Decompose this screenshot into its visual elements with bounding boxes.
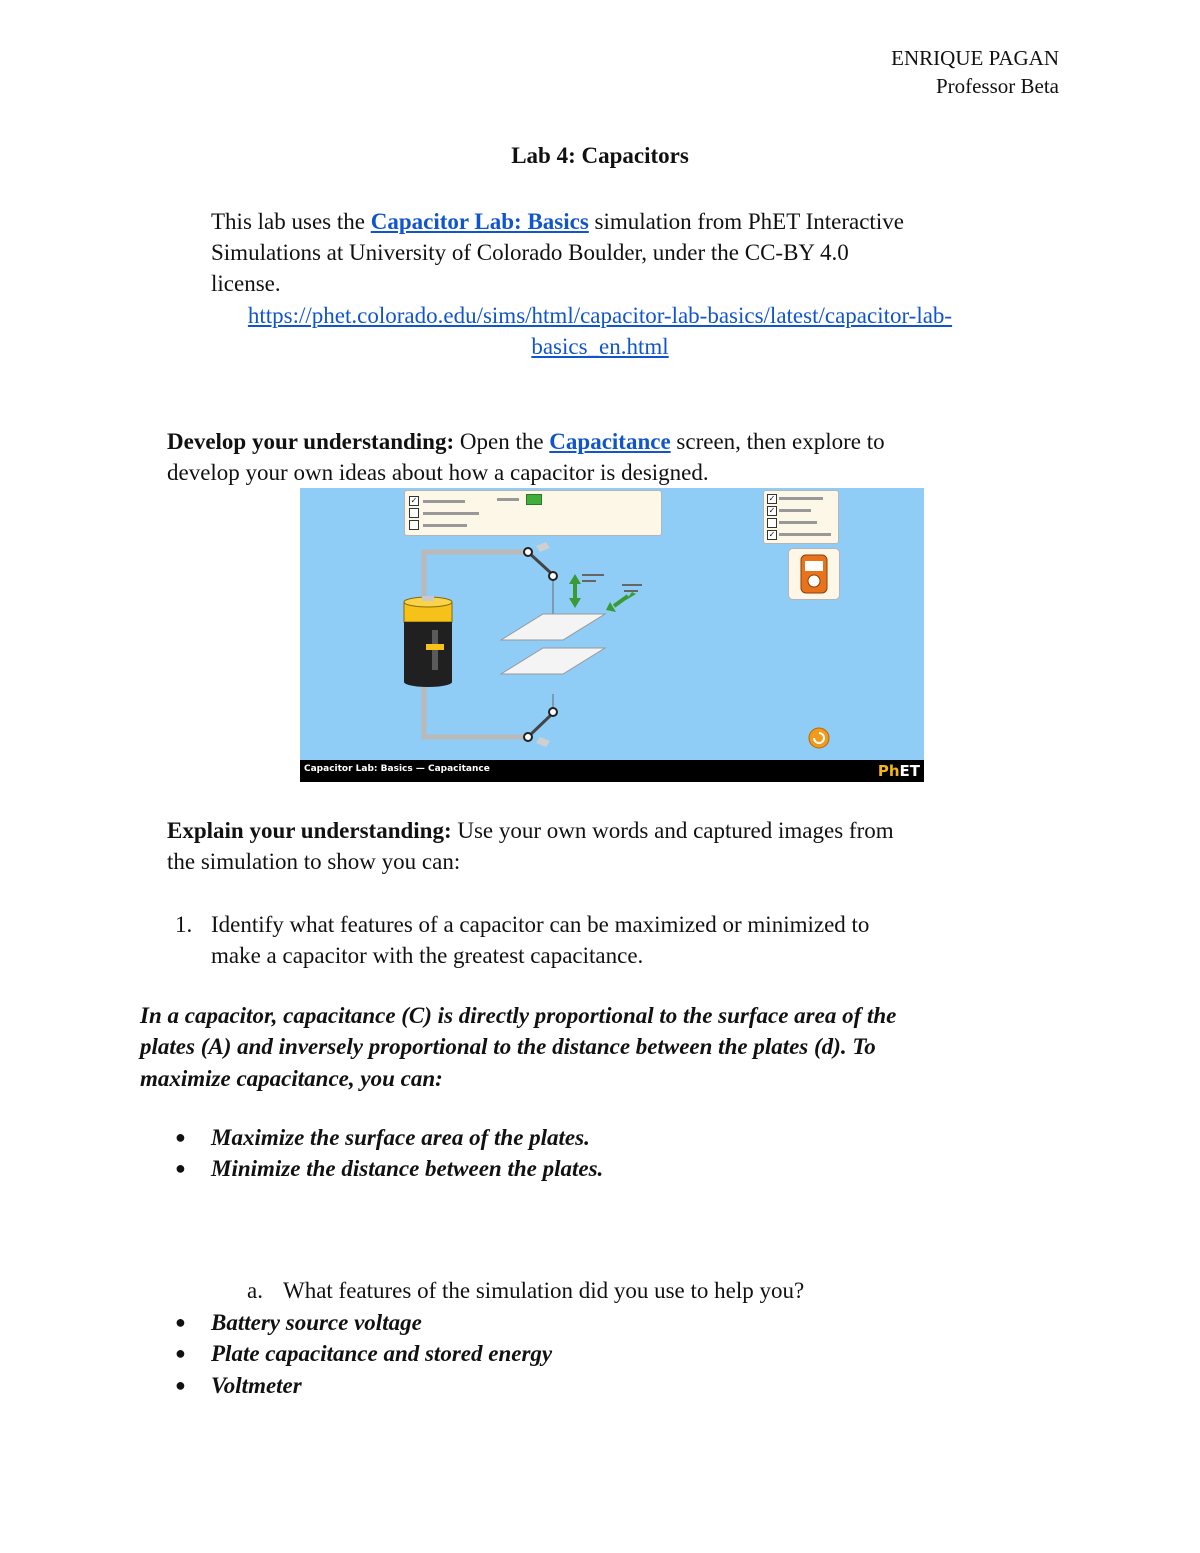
intro-line-1: This lab uses the Capacitor Lab: Basics simulation from PhET Interactive — [211, 209, 904, 234]
bullet-icon: ● — [175, 1127, 186, 1147]
top-plate — [501, 614, 605, 640]
capacitance-link[interactable]: Capacitance — [549, 429, 671, 454]
capacitor-lab-basics-link[interactable]: Capacitor Lab: Basics — [370, 209, 589, 234]
bottom-wire — [424, 680, 526, 737]
checkbox-checked-icon: ✓ — [768, 506, 776, 515]
plate-separation-arrow — [569, 574, 581, 608]
bullet-icon: ● — [175, 1375, 186, 1395]
explain-label: Explain your understanding: — [167, 818, 452, 843]
bullet-icon: ● — [175, 1312, 186, 1332]
page-title: Lab 4: Capacitors — [511, 143, 689, 168]
develop-line-1: Develop your understanding: Open the Capacitance screen, then explore to — [167, 429, 885, 454]
professor-name: Professor Beta — [935, 74, 1059, 98]
question-1-line-2: make a capacitor with the greatest capacitance. — [211, 943, 644, 968]
bottom-plate — [501, 648, 605, 674]
develop-label: Develop your understanding: — [167, 429, 455, 454]
url-line-1 — [0, 300, 1200, 332]
battery-icon — [404, 596, 452, 687]
develop-line-2: develop your own ideas about how a capacitor is designed. — [167, 460, 709, 485]
answer-1-line-2: plates (A) and inversely proportional to the distance between the plates (d). To — [140, 1034, 876, 1059]
question-1a-letter: a. — [247, 1278, 263, 1303]
answer-1-line-3: maximize capacitance, you can: — [140, 1066, 443, 1091]
phet-logo: PhET — [877, 762, 920, 780]
checkbox-checked-icon: ✓ — [410, 496, 418, 505]
intro-line-3: license. — [211, 271, 281, 296]
author-name: ENRIQUE PAGAN — [891, 46, 1059, 70]
intro-line-2: Simulations at University of Colorado Boulder, under the CC-BY 4.0 — [211, 240, 849, 265]
circuit-diagram — [300, 488, 924, 760]
question-1-number: 1. — [175, 912, 193, 937]
sim-footer-title: Capacitor Lab: Basics — Capacitance — [304, 764, 490, 774]
url-line-2 — [0, 331, 1200, 363]
simulation-screenshot — [300, 488, 924, 782]
phet-url-link[interactable]: https://phet.colorado.edu/sims/html/capacitor-lab-basics/latest/capacitor-lab- — [247, 303, 953, 328]
plate-area-arrow — [606, 592, 636, 612]
bullet-icon: ● — [175, 1343, 186, 1363]
bullet-icon: ● — [175, 1158, 186, 1178]
sim-footer — [300, 760, 924, 782]
question-1a-text: What features of the simulation did you use to help you? — [283, 1278, 805, 1303]
answer-1-line-1: In a capacitor, capacitance (C) is directly proportional to the surface area of the — [140, 1003, 897, 1028]
document-page: ENRIQUE PAGAN Professor Beta Lab 4: Capacitors This lab uses the Capacitor Lab: Basics simulation from PhET Interactive Simulations at University of Colorado Boulder, under the CC-BY 4.0 license. https://phet.colorado.edu/sims/html/capacitor-lab-basics/latest/capacitor-lab- basics_en.html Develop your understanding: Open the Capacitance screen, then explore to develop your own ideas about how a capacitor is designed. ✓ ✓ ✓ ✓ Capacitor Lab: Basics — Capacitance PhET Explain your understanding: Use your own words and captured images from the simulation to show you can: 1. Identify what features of a capacitor can be maximized or minimized to make a capacitor with the greatest capacitance. In a capacitor, capacitance (C) is directly proportional to the surface area of the plates (A) and inversely proportional to the distance between the plates (d). To maximize capacitance, you can: ● Maximize the surface area of the plates. ● Minimize the distance between the plates. a. What features of the simulation did you use to help you? ● Battery source voltage ● Plate capacitance and stored energy ● Voltmeter — [0, 0, 1200, 1553]
phet-url-link-continued[interactable]: basics_en.html — [531, 334, 669, 359]
explain-line-2: the simulation to show you can: — [167, 849, 461, 874]
checkbox-checked-icon: ✓ — [768, 494, 776, 503]
reset-icon — [809, 728, 829, 748]
explain-line-1: Explain your understanding: Use your own words and captured images from — [167, 818, 894, 843]
checkbox-checked-icon: ✓ — [768, 530, 776, 539]
question-1-line-1: Identify what features of a capacitor can be maximized or minimized to — [211, 912, 870, 937]
